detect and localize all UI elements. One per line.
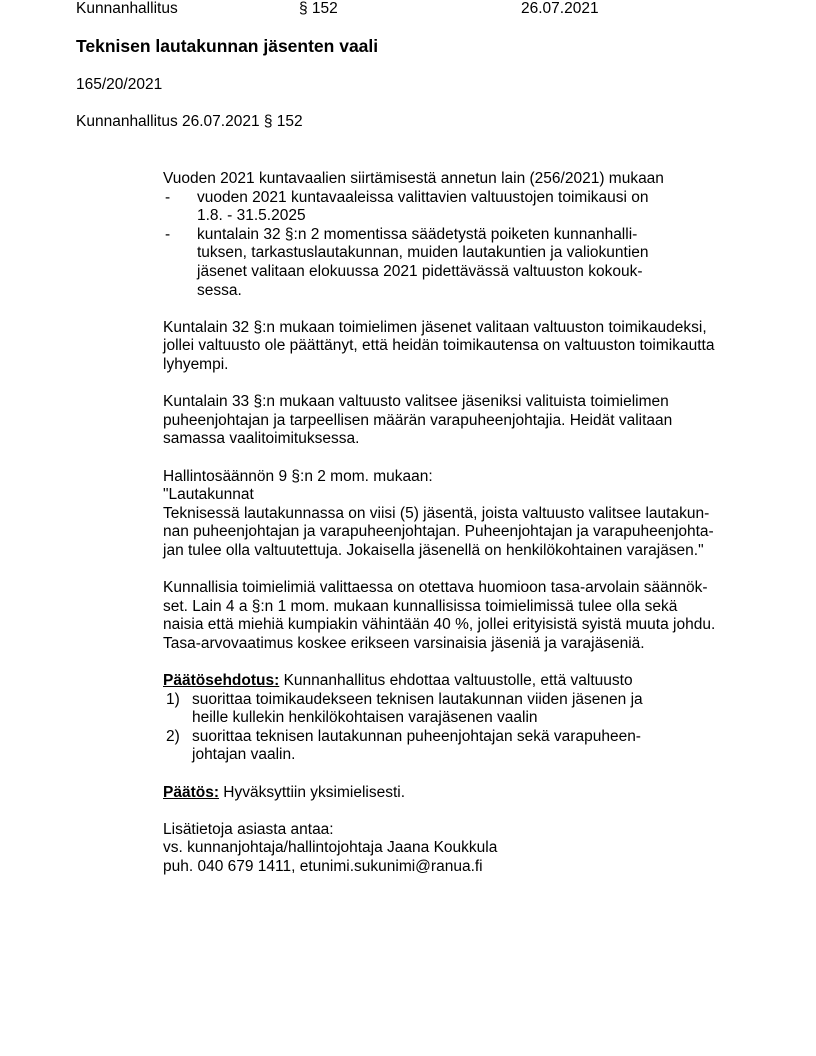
paragraph-line: "Lautakunnat (163, 486, 254, 504)
paragraph-line: Hallintosäännön 9 §:n 2 mom. mukaan: (163, 467, 433, 485)
bullet-marker: - (165, 188, 171, 206)
bullet-line: sessa. (197, 281, 242, 299)
paragraph-line: lyhyempi. (163, 355, 229, 373)
header-date: 26.07.2021 (521, 0, 599, 17)
bullet-line: 1.8. - 31.5.2025 (197, 207, 306, 225)
paragraph-line: nan puheenjohtajan ja varapuheenjohtajan. Puheenjohtajan ja varapuheenjohta- (163, 523, 714, 541)
contact-line: puh. 040 679 1411, etunimi.sukunimi@ranua.fi (163, 857, 483, 875)
intro-bullet (163, 226, 763, 300)
paragraph (163, 319, 763, 375)
paragraph-line: jan tulee olla valtuutettuja. Jokaisella jäsenellä on henkilökohtainen varajäsen." (163, 541, 704, 559)
document-body (163, 170, 763, 895)
paragraph-line: Kuntalain 33 §:n mukaan valtuusto valitsee jäseniksi valituista toimielimen (163, 393, 669, 411)
contact-line: vs. kunnanjohtaja/hallintojohtaja Jaana Koukkula (163, 839, 498, 857)
item-number: 1) (166, 690, 180, 708)
item-line: suorittaa teknisen lautakunnan puheenjohtajan sekä varapuheen- (192, 727, 641, 745)
header-section: § 152 (299, 0, 338, 17)
paragraph (163, 393, 763, 449)
intro-block (163, 170, 763, 300)
paragraph-line: puheenjohtajan ja tarpeellisen määrän varapuheenjohtajia. Heidät valitaan (163, 411, 673, 429)
bullet-line: vuoden 2021 kuntavaaleissa valittavien valtuustojen toimikausi on (197, 188, 649, 206)
item-line: heille kullekin henkilökohtaisen varajäsenen vaalin (192, 709, 538, 727)
proposal-block (163, 672, 763, 765)
paragraph-line: Tasa-arvovaatimus koskee erikseen varsinaisia jäseniä ja varajäseniä. (163, 634, 645, 652)
meeting-reference: Kunnanhallitus 26.07.2021 § 152 (76, 113, 303, 130)
bullet-line: kuntalain 32 §:n 2 momentissa säädetystä poiketen kunnanhalli- (197, 225, 638, 243)
record-number: 165/20/2021 (76, 76, 163, 93)
page-title: Teknisen lautakunnan jäsenten vaali (76, 36, 379, 56)
item-line: johtajan vaalin. (192, 746, 296, 764)
decision-text: Hyväksyttiin yksimielisesti. (219, 783, 406, 801)
contact-line: Lisätietoja asiasta antaa: (163, 820, 334, 838)
proposal-item (163, 691, 763, 728)
header-body: Kunnanhallitus (76, 0, 178, 17)
paragraph-line: naisia että miehiä kumpiakin vähintään 40 %, jollei erityisistä syistä muuta johdu. (163, 616, 716, 634)
decision-label: Päätös: (163, 783, 219, 801)
paragraph (163, 579, 763, 653)
paragraph-line: jollei valtuusto ole päättänyt, että heidän toimikautensa on valtuuston toimikautta (163, 337, 715, 355)
intro-line: Vuoden 2021 kuntavaalien siirtämisestä annetun lain (256/2021) mukaan (163, 170, 664, 187)
item-number: 2) (166, 727, 180, 745)
paragraph (163, 468, 763, 561)
paragraph-line: samassa vaalitoimituksessa. (163, 430, 360, 448)
paragraph-line: set. Lain 4 a §:n 1 mom. mukaan kunnallisissa toimielimissä tulee olla sekä (163, 597, 678, 615)
intro-bullet (163, 189, 763, 226)
proposal-item (163, 728, 763, 765)
proposal-text: Kunnanhallitus ehdottaa valtuustolle, että valtuusto (279, 672, 633, 690)
proposal-label: Päätösehdotus: (163, 672, 280, 690)
bullet-line: jäsenet valitaan elokuussa 2021 pidettävässä valtuuston kokouk- (197, 262, 643, 280)
contact-block (163, 821, 763, 877)
paragraph-line: Teknisessä lautakunnassa on viisi (5) jäsentä, joista valtuusto valitsee lautakun- (163, 504, 710, 522)
decision-block (163, 784, 763, 803)
paragraph-line: Kunnallisia toimielimiä valittaessa on otettava huomioon tasa-arvolain säännök- (163, 579, 708, 597)
paragraph-line: Kuntalain 32 §:n mukaan toimielimen jäsenet valitaan valtuuston toimikaudeksi, (163, 318, 707, 336)
item-line: suorittaa toimikaudekseen teknisen lautakunnan viiden jäsenen ja (192, 690, 643, 708)
bullet-line: tuksen, tarkastuslautakunnan, muiden lautakuntien ja valiokuntien (197, 244, 649, 262)
bullet-marker: - (165, 225, 171, 243)
